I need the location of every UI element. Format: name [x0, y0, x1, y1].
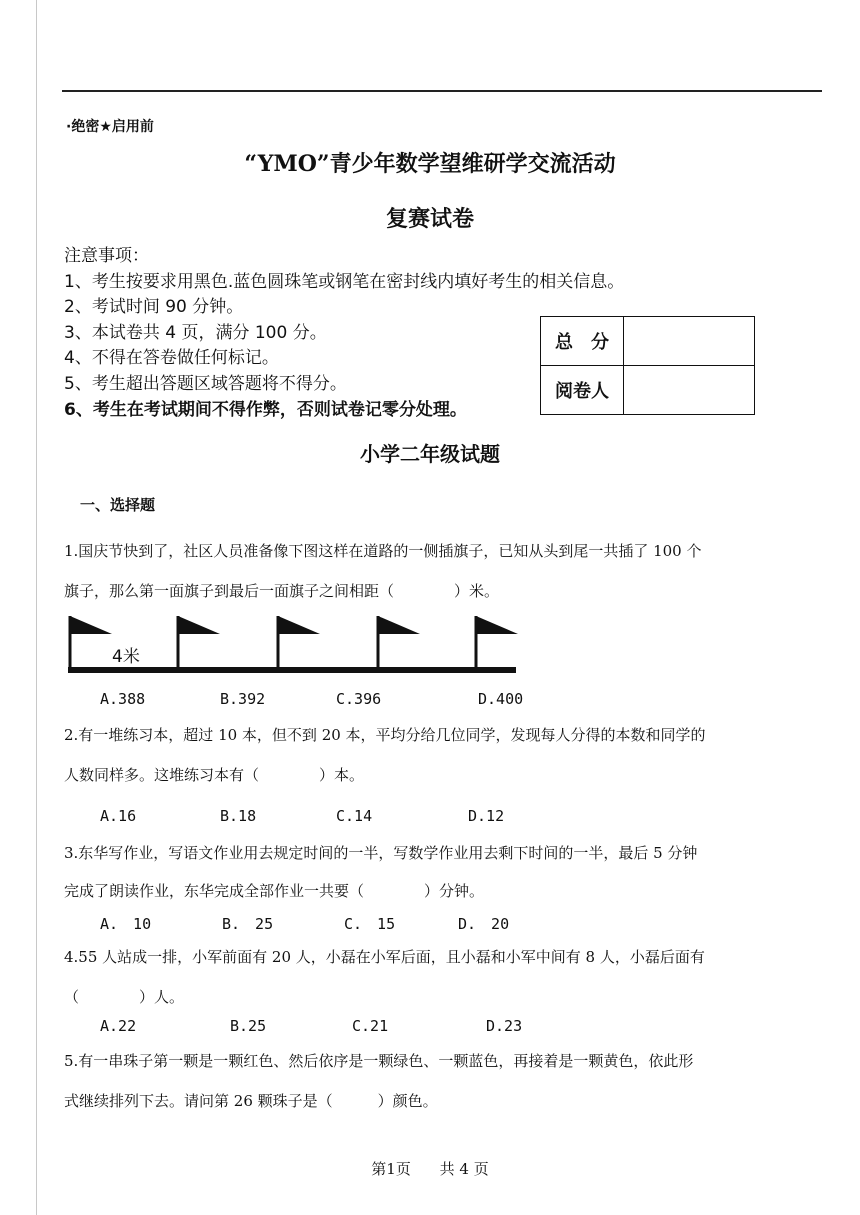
note-item: 4、不得在答卷做任何标记。 — [64, 348, 279, 369]
q1-option-c[interactable]: C.396 — [336, 690, 382, 708]
question-2-line-2: 人数同样多。这堆练习本有（ ）本。 — [64, 766, 365, 784]
q1-option-d[interactable]: D.400 — [478, 690, 524, 708]
question-4-line-2: （ ）人。 — [64, 988, 185, 1006]
total-score-label: 总 分 — [541, 317, 624, 366]
q3-option-b[interactable]: B. 25 — [222, 915, 274, 933]
q4-option-c[interactable]: C.21 — [352, 1017, 389, 1035]
flag-1 — [70, 616, 112, 672]
page-footer — [0, 1158, 860, 1179]
q2-option-a[interactable]: A.16 — [100, 807, 137, 825]
q4-option-d[interactable]: D.23 — [486, 1017, 523, 1035]
question-1-line-2: 旗子，那么第一面旗子到最后一面旗子之间相距（ ）米。 — [64, 582, 500, 600]
header-rule — [62, 90, 822, 92]
q2-option-d[interactable]: D.12 — [468, 807, 505, 825]
exam-title: “YMO”青少年数学望维研学交流活动 — [244, 151, 616, 177]
score-row-total — [541, 317, 755, 366]
q3-option-c[interactable]: C. 15 — [344, 915, 396, 933]
note-item: 2、考试时间 90 分钟。 — [64, 297, 244, 318]
note-item: 1、考生按要求用黑色.蓝色圆珠笔或钢笔在密封线内填好考生的相关信息。 — [64, 271, 625, 292]
total-score-field[interactable] — [624, 317, 755, 366]
flag-2 — [178, 616, 220, 672]
confidential-label: ·绝密★启用前 — [66, 119, 154, 135]
q2-option-c[interactable]: C.14 — [336, 807, 373, 825]
question-3-line-1: 3.东华写作业，写语文作业用去规定时间的一半，写数学作业用去剩下时间的一半，最后 5 分钟 — [64, 844, 698, 862]
q1-option-b[interactable]: B.392 — [220, 690, 266, 708]
q4-option-b[interactable]: B.25 — [230, 1017, 267, 1035]
section-title: 一、选择题 — [80, 496, 156, 514]
question-4-line-1: 4.55 人站成一排，小军前面有 20 人，小磊在小军后面，且小磊和小军中间有 8 人，小磊后面有 — [64, 948, 705, 966]
question-2-line-1: 2.有一堆练习本，超过 10 本，但不到 20 本，平均分给几位同学，发现每人分得的本数和同学的 — [64, 726, 706, 744]
question-3-line-2: 完成了朗读作业，东华完成全部作业一共要（ ）分钟。 — [64, 882, 485, 900]
flag-4 — [378, 616, 420, 672]
question-1-line-1: 1.国庆节快到了，社区人员准备像下图这样在道路的一侧插旗子，已知从头到尾一共插了 100 个 — [64, 542, 702, 560]
grade-title: 小学二年级试题 — [360, 442, 500, 466]
flag-5 — [476, 616, 518, 672]
question-5-line-2: 式继续排列下去。请问第 26 颗珠子是（ ）颜色。 — [64, 1092, 438, 1110]
notes-heading: 注意事项： — [64, 246, 149, 266]
grader-label: 阅卷人 — [541, 366, 624, 415]
page-total: 共 4 页 — [439, 1160, 489, 1178]
q1-option-a[interactable]: A.388 — [100, 690, 146, 708]
grader-field[interactable] — [624, 366, 755, 415]
note-item: 3、本试卷共 4 页，满分 100 分。 — [64, 322, 327, 343]
q4-option-a[interactable]: A.22 — [100, 1017, 137, 1035]
exam-subtitle: 复赛试卷 — [385, 206, 474, 232]
page-margin-line — [36, 0, 37, 1215]
flag-road-figure — [60, 608, 530, 680]
question-5-line-1: 5.有一串珠子第一颗是一颗红色、然后依序是一颗绿色、一颗蓝色，再接着是一颗黄色，依此形 — [64, 1052, 694, 1070]
q3-option-a[interactable]: A. 10 — [100, 915, 152, 933]
q3-option-d[interactable]: D. 20 — [458, 915, 510, 933]
note-item: 6、考生在考试期间不得作弊，否则试卷记零分处理。 — [64, 399, 467, 420]
note-item: 5、考生超出答题区域答题将不得分。 — [64, 373, 347, 394]
score-row-grader — [541, 366, 755, 415]
page-number: 第1页 — [371, 1160, 411, 1178]
flag-3 — [278, 616, 320, 672]
distance-label: 4米 — [112, 647, 140, 667]
score-table — [540, 316, 755, 415]
q2-option-b[interactable]: B.18 — [220, 807, 257, 825]
